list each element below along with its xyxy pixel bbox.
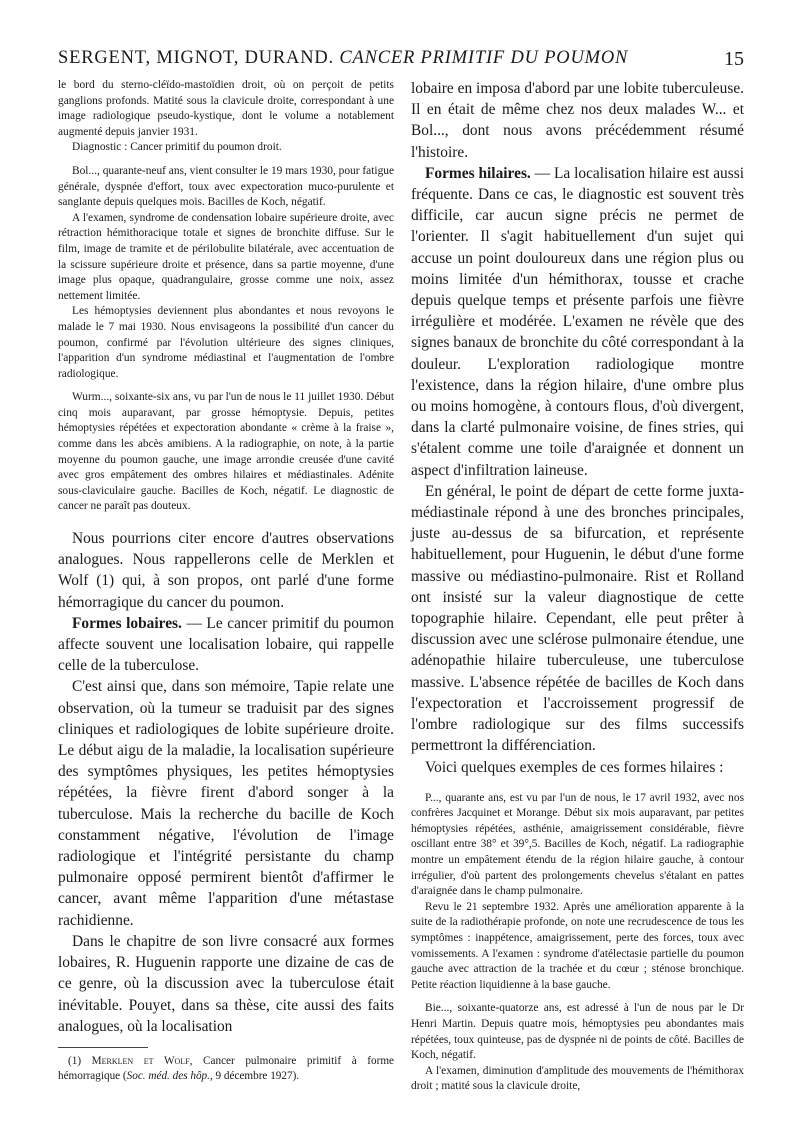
footnote-rule (58, 1047, 148, 1048)
running-header (58, 44, 744, 78)
body-paragraph: Voici quelques exemples de ces formes hilaires : (425, 758, 724, 776)
case-paragraph: A l'examen, syndrome de condensation lobaire supérieure droite, avec rétraction hémithoracique totale et signes de bronchite diffuse. Sur le film, image de tramite et de périlobulite bilatérale, avec accentuation de la scissure supérieure droite et présence, dans sa partie moyenne, d'une image plus opaque, quadrangulaire, grosse comme une noix, assez nettement limitée. (58, 211, 394, 302)
running-title (58, 48, 628, 69)
case-paragraph: A l'examen, diminution d'amplitude des mouvements de l'hémithorax droit ; matité sous la clavicule droite, (411, 1064, 744, 1093)
body-paragraph: En général, le point de départ de cette forme juxta-médiastinale répond à une des bronches principales, juste au-dessus de sa bifurcation, et représente habituellement, pour Huguenin, le début d'une forme massive ou médiastino-pulmonaire. Rist et Rolland ont insisté sur la valeur diagnostique de cette topographie hilaire. Cependant, elle peut prêter à discussion avec une sclérose pulmonaire étendue, une adénopathie hilaire tuberculeuse, une tuberculose massive. L'absence répétée de bacilles de Koch dans l'expectoration et l'accroissement progressif de l'ombre radiologique sur des films successifs permettront la différenciation. (411, 482, 744, 755)
section-formes-hilaires (411, 163, 744, 481)
case-diagnosis: Diagnostic : Cancer primitif du poumon droit. (72, 141, 282, 154)
page-number: 15 (724, 48, 744, 70)
footnote (58, 1054, 394, 1085)
right-column (411, 78, 744, 1095)
case-paragraph: Wurm..., soixante-six ans, vu par l'un de nous le 11 juillet 1930. Début cinq mois auparavant, par grosse hémoptysie. Depuis, petites hémoptysies répétées et expectoration abondante « crème à la fraise », comme dans les abcès amibiens. A la radiographie, on note, à la partie moyenne du poumon gauche, une image arrondie creusée d'une cavité avec gros empâtement des ombres hilaires et médiastinales. Adénite sous-claviculaire gauche. Bacilles de Koch, négatif. Le diagnostic de cancer ne paraît pas douteux. (58, 391, 394, 513)
section-heading: Formes hilaires. (425, 164, 531, 182)
footnote-journal: Soc. méd. des hôp. (126, 1070, 210, 1083)
section-heading: Formes lobaires. (72, 614, 182, 632)
header-authors: SERGENT, MIGNOT, DURAND. (58, 48, 334, 68)
case-paragraph: Bol..., quarante-neuf ans, vient consulter le 19 mars 1930, pour fatigue générale, dyspnée d'effort, toux avec expectoration muco-purulente et sanglante depuis quelques mois. Bacilles de Koch, négatif. (58, 164, 395, 209)
body-paragraph: lobaire en imposa d'abord par une lobite tuberculeuse. Il en était de même chez nos deux malades W... et Bol..., dont nous avons précédemment résumé l'histoire. (411, 80, 744, 161)
section-text: — Le cancer primitif du poumon affecte souvent une localisation lobaire, qui rappelle celle de la tuberculose. (58, 614, 394, 675)
footnote-number: (1) (68, 1054, 92, 1067)
footnote-title: Cancer pulmonaire primitif à forme hémorragique ( (58, 1054, 394, 1083)
case-paragraph: le bord du sterno-cléïdo-mastoïdien droit, où on perçoit de petits ganglions profonds. Matité sous la clavicule droite, correspondant à une image radiologique pseudo-kystique, dont le volume a notablement augmenté depuis janvier 1931. (58, 79, 394, 138)
case-paragraph: Les hémoptysies deviennent plus abondantes et nous revoyons le malade le 7 mai 1930. Nous envisageons la possibilité d'un cancer du poumon, confirmé par l'évolution ultérieure des signes cliniques, l'apparition d'un syndrome médiastinal et l'augmentation de l'ombre radiologique. (58, 305, 394, 380)
section-formes-lobaires (58, 613, 394, 677)
body-paragraph: Nous pourrions citer encore d'autres observations analogues. Nous rappellerons celle de Merklen et Wolf (1) qui, à son propos, ont parlé d'une forme hémorragique du cancer du poumon. (58, 530, 394, 611)
footnote-authors: Merklen et Wolf, (91, 1054, 193, 1067)
body-paragraph: Dans le chapitre de son livre consacré aux formes lobaires, R. Huguenin rapporte une dizaine de cas de ce genre, où la discussion avec la tuberculose était inévitable. Pouyet, dans sa thèse, cite aussi des faits analogues, où la localisation (58, 932, 394, 1035)
section-text: — La localisation hilaire est aussi fréquente. Dans ce cas, le diagnostic est souvent très difficile, car aucun signe précis ne permet de l'orienter. Il s'agit habituellement d'un sujet qui accuse un point douloureux dans une région plus ou moins limitée d'un hémithorax, tousse et crache depuis quelque temps et présente parfois une fièvre irrégulière et modérée. L'examen ne révèle que des signes banaux de bronchite du côté correspondant à la douleur. L'exploration radiologique montre l'existence, dans la région hilaire, d'une ombre plus ou moins homogène, à contours flous, d'où divergent, dans la clarté pulmonaire voisine, de fines stries, qui s'étalent comme une toile d'araignée et donnent un aspect d'infiltration laineuse. (411, 164, 744, 479)
footnote-date: , 9 décembre 1927). (209, 1070, 300, 1083)
case-paragraph: Revu le 21 septembre 1932. Après une amélioration apparente à la suite de la radiothérapie profonde, on note une recrudescence de tous les symptômes : inappétence, amaigrissement, perte des forces, toux avec vomissements. A l'examen : syndrome d'atélectasie partielle du poumon gauche avec attraction de la trachée et du cœur ; sténose bronchique. Petite réaction liquidienne à la base gauche. (411, 900, 744, 991)
left-column (58, 78, 394, 1085)
header-title: CANCER PRIMITIF DU POUMON (339, 48, 629, 68)
body-paragraph: C'est ainsi que, dans son mémoire, Tapie relate une observation, où la tumeur se traduisit par des signes cliniques et radiologiques de lobite supérieure droite. Le début aigu de la maladie, la localisation supérieure des symptômes physiques, les petites hémoptysies répétées, la fièvre firent d'abord songer à la tuberculose. Mais la recherche du bacille de Koch constamment négative, l'évolution de l'image radiologique et l'intégrité persistante du champ pulmonaire opposé permirent bientôt d'affirmer le cancer, avant même l'apparition d'une métastase rachidienne. (58, 678, 394, 929)
case-paragraph: P..., quarante ans, est vu par l'un de nous, le 17 avril 1932, avec nos confrères Jacquinet et Morange. Début six mois auparavant, par petites hémoptysies répétées, asthénie, amaigrissement considérable, fièvre oscillant entre 38° et 39°,5. Bacilles de Koch, négatif. La radiographie montre un empâtement étendu de la région hilaire gauche, à contour irrégulier, d'où partent des prolongements chevelus s'étalant en pattes d'araignée dans le champ pulmonaire. (411, 791, 744, 898)
case-paragraph: Bie..., soixante-quatorze ans, est adressé à l'un de nous par le Dr Henri Martin. Depuis quatre mois, hémoptysies peu abondantes mais répétées, toux quinteuse, pas de dyspnée ni de points de côté. Bacilles de Koch, négatif. (411, 1002, 744, 1062)
